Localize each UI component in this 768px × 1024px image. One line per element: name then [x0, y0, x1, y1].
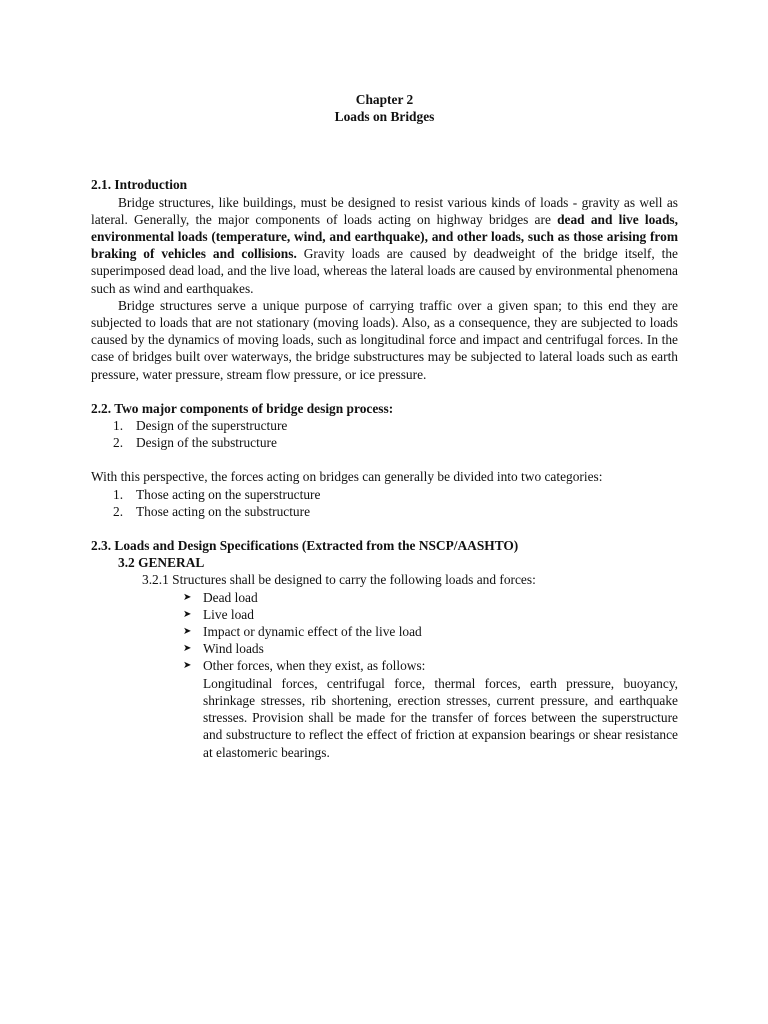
- clause-3-2-1: 3.2.1 Structures shall be designed to carry the following loads and forces:: [142, 572, 536, 588]
- list-number: 2.: [113, 503, 124, 519]
- spacer: [91, 451, 678, 468]
- chapter-title: Loads on Bridges: [334, 109, 435, 125]
- intro-paragraph-1-end: Gravity loads are caused by deadweight of the bridge itself, the superimposed dead load, and the live load, whereas the lateral loads are caused by environmental phenomena such as wind and earthquakes.: [91, 246, 678, 296]
- spacer: [91, 383, 678, 400]
- perspective-paragraph: With this perspective, the forces acting on bridges can generally be divided into two categories:: [91, 469, 603, 485]
- chapter-label: Chapter 2: [355, 92, 414, 107]
- arrow-bullet-icon: ➤: [183, 643, 192, 655]
- other-forces-paragraph: Longitudinal forces, centrifugal force, thermal forces, earth pressure, buoyancy, shrinkage stresses, rib shortening, erection stresses, current pressure, and earthquake stresses. Provision shall be made for the transfer of forces between the superstructure and substructure to reflect the effect of friction at expansion bearings or shear resistance at elastomeric bearings.: [203, 675, 678, 760]
- list-text: Impact or dynamic effect of the live load: [203, 624, 422, 640]
- section-heading-introduction: 2.1. Introduction: [91, 177, 188, 193]
- section-heading-specifications: 2.3. Loads and Design Specifications (Extracted from the NSCP/AASHTO): [91, 538, 519, 554]
- list-text: Design of the substructure: [136, 435, 277, 451]
- arrow-bullet-icon: ➤: [183, 626, 192, 638]
- list-item: [91, 417, 678, 434]
- perspective-list: [91, 486, 678, 520]
- arrow-bullet-icon: ➤: [183, 591, 192, 603]
- arrow-bullet-icon: ➤: [183, 660, 192, 672]
- arrow-bullet-icon: ➤: [183, 608, 192, 620]
- list-item: [91, 606, 678, 623]
- list-text: Those acting on the substructure: [136, 503, 311, 519]
- list-text: Design of the superstructure: [136, 418, 288, 434]
- list-number: 2.: [113, 435, 124, 451]
- list-item: [91, 657, 678, 674]
- components-list: [91, 417, 678, 451]
- list-item: [91, 640, 678, 657]
- list-text: Live load: [203, 606, 254, 622]
- list-text: Dead load: [203, 589, 258, 605]
- spacer: [91, 520, 678, 537]
- list-text: Other forces, when they exist, as follows:: [203, 658, 426, 674]
- intro-paragraph-2: Bridge structures serve a unique purpose of carrying traffic over a given span; to this end they are subjected to loads that are not stationary (moving loads). Also, as a consequence, they are subjected to loads caused by the dynamics of moving loads, such as longitudinal force and impact and centrifugal forces. In the case of bridges built over waterways, the bridge substructures may be subjected to lateral loads such as earth pressure, water pressure, stream flow pressure, or ice pressure.: [91, 297, 678, 382]
- spacer: [91, 125, 678, 176]
- list-number: 1.: [113, 486, 124, 502]
- list-number: 1.: [113, 418, 124, 434]
- loads-bullet-list: [91, 589, 678, 675]
- list-text: Wind loads: [203, 641, 264, 657]
- intro-paragraph-1-start: Bridge structures, like buildings, must be designed to resist various kinds of loads - gravity as well as lateral. Generally, the major components of loads acting on highway bridges are: [91, 194, 678, 227]
- list-item: [91, 589, 678, 606]
- document-page: [91, 91, 678, 761]
- section-heading-components: 2.2. Two major components of bridge design process:: [91, 400, 394, 416]
- list-item: [91, 623, 678, 640]
- list-item: [91, 486, 678, 503]
- intro-paragraph-1: [91, 194, 678, 297]
- list-item: [91, 434, 678, 451]
- list-text: Those acting on the superstructure: [136, 486, 321, 502]
- subsection-general: 3.2 GENERAL: [118, 555, 205, 571]
- intro-paragraph-1-bold: dead and live loads, environmental loads (temperature, wind, and earthquake), and other loads, such as those arising from braking of vehicles and collisions.: [91, 211, 678, 262]
- list-item: [91, 503, 678, 520]
